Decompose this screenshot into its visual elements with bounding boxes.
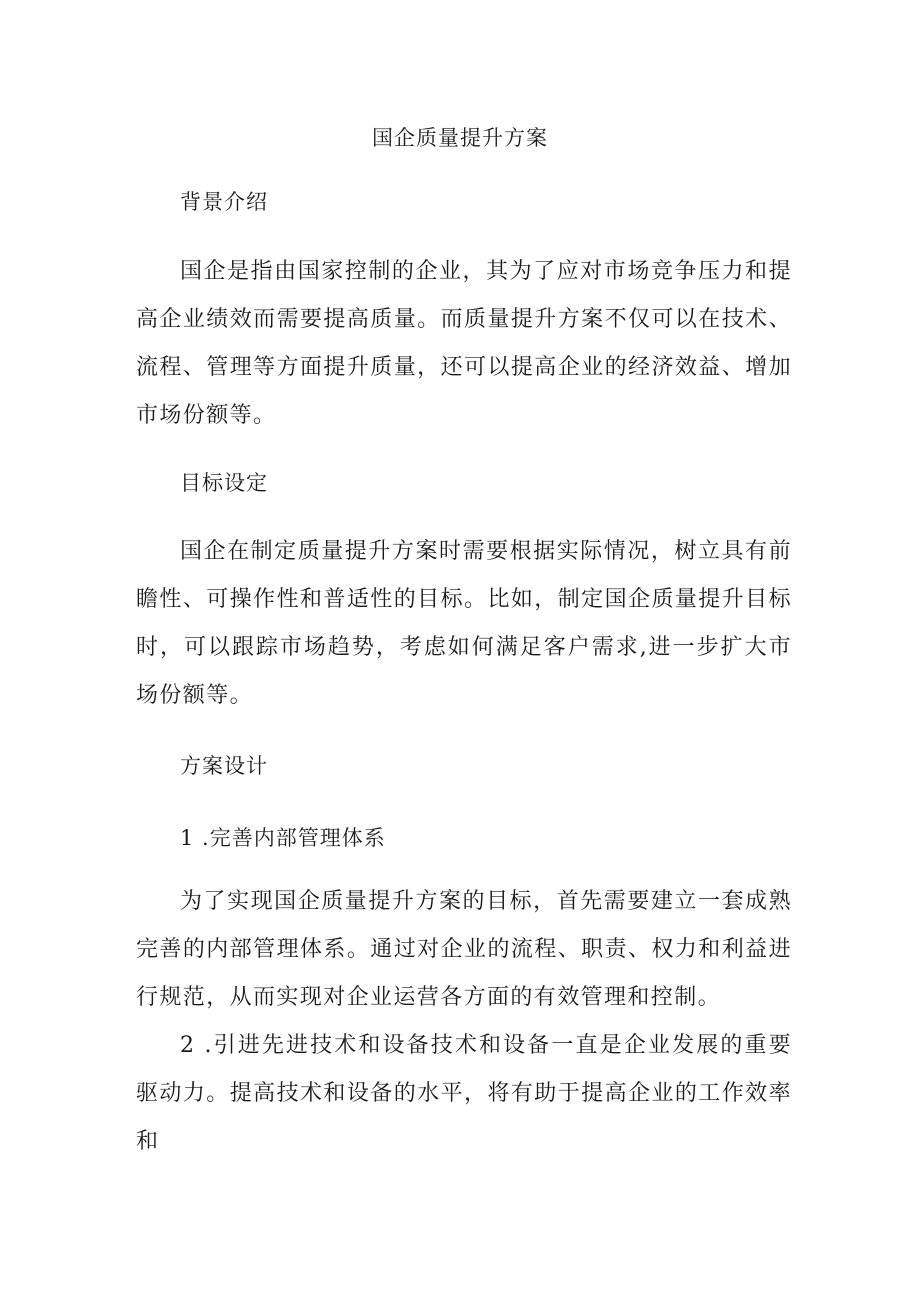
paragraph-background: 国企是指由国家控制的企业，其为了应对市场竞争压力和提高企业绩效而需要提高质量。而质量提升方案不仅可以在技术、流程、管理等方面提升质量，还可以提高企业的经济效益、增加市场份额等。 xyxy=(136,259,792,428)
paragraph-internal-management: 为了实现国企质量提升方案的目标，首先需要建立一套成熟完善的内部管理体系。通过对企业的流程、职责、权力和利益进行规范，从而实现对企业运营各方面的有效管理和控制。 xyxy=(136,889,792,1010)
document-title: 国企质量提升方案 xyxy=(372,126,548,150)
section-heading-goal: 目标设定 xyxy=(180,471,268,495)
section-heading-background: 背景介绍 xyxy=(180,190,268,214)
subsection-title-internal-management: 1 .完善内部管理体系 xyxy=(180,826,386,850)
section-heading-design: 方案设计 xyxy=(180,754,268,778)
paragraph-goal: 国企在制定质量提升方案时需要根据实际情况，树立具有前瞻性、可操作性和普适性的目标。比如，制定国企质量提升目标时，可以跟踪市场趋势，考虑如何满足客户需求,进一步扩大市场份额等。 xyxy=(136,539,792,708)
paragraph-technology-equipment: 2 .引进先进技术和设备技术和设备一直是企业发展的重要驱动力。提高技术和设备的水平，将有助于提高企业的工作效率和 xyxy=(136,1033,792,1154)
